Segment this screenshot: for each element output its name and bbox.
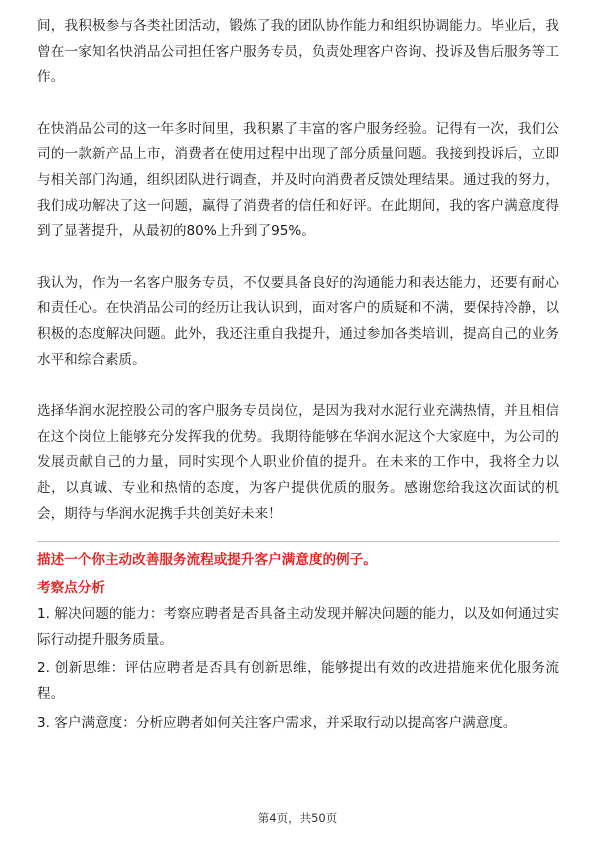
paragraph-3: 我认为，作为一名客户服务专员，不仅要具备良好的沟通能力和表达能力，还要有耐心和责任心。在快消品公司的经历让我认识到，面对客户的质疑和不满，要保持冷静，以积极的态度解决问题。此外，我还注重自我提升，通过参加各类培训，提高自己的业务水平和综合素质。: [37, 274, 559, 368]
interview-question: 描述一个你主动改善服务流程或提升客户满意度的例子。: [37, 552, 377, 569]
analysis-point-1: 1. 解决问题的能力：考察应聘者是否具备主动发现并解决问题的能力，以及如何通过实际行动提升服务质量。: [37, 606, 559, 648]
paragraph-4: 选择华润水泥控股公司的客户服务专员岗位，是因为我对水泥行业充满热情，并且相信在这个岗位上能够充分发挥我的优势。我期待能够在华润水泥这个大家庭中，为公司的发展贡献自己的力量，同时实现个人职业价值的提升。在未来的工作中，我将全力以赴，以真诚、专业和热情的态度，为客户提供优质的服务。感谢您给我这次面试的机会，期待与华润水泥携手共创美好未来！: [37, 403, 559, 522]
paragraph-2: 在快消品公司的这一年多时间里，我积累了丰富的客户服务经验。记得有一次，我们公司的一款新产品上市，消费者在使用过程中出现了部分质量问题。我接到投诉后，立即与相关部门沟通，组织团队进行调查，并及时向消费者反馈处理结果。通过我的努力，我们成功解决了这一问题，赢得了消费者的信任和好评。在此期间，我的客户满意度得到了显著提升，从最初的80%上升到了95%。: [37, 120, 559, 240]
analysis-heading: 考察点分析: [37, 579, 105, 596]
paragraph-1: 间，我积极参与各类社团活动，锻炼了我的团队协作能力和组织协调能力。毕业后，我曾在一家知名快消品公司担任客户服务专员，负责处理客户咨询、投诉及售后服务等工作。: [37, 18, 559, 86]
analysis-point-3: 3. 客户满意度：分析应聘者如何关注客户需求，并采取行动以提高客户满意度。: [37, 714, 517, 731]
analysis-point-2: 2. 创新思维：评估应聘者是否具有创新思维，能够提出有效的改进措施来优化服务流程。: [37, 660, 559, 703]
page-content: [37, 14, 559, 739]
section-divider: [37, 541, 559, 542]
page-footer: 第4页，共50页: [257, 811, 338, 825]
